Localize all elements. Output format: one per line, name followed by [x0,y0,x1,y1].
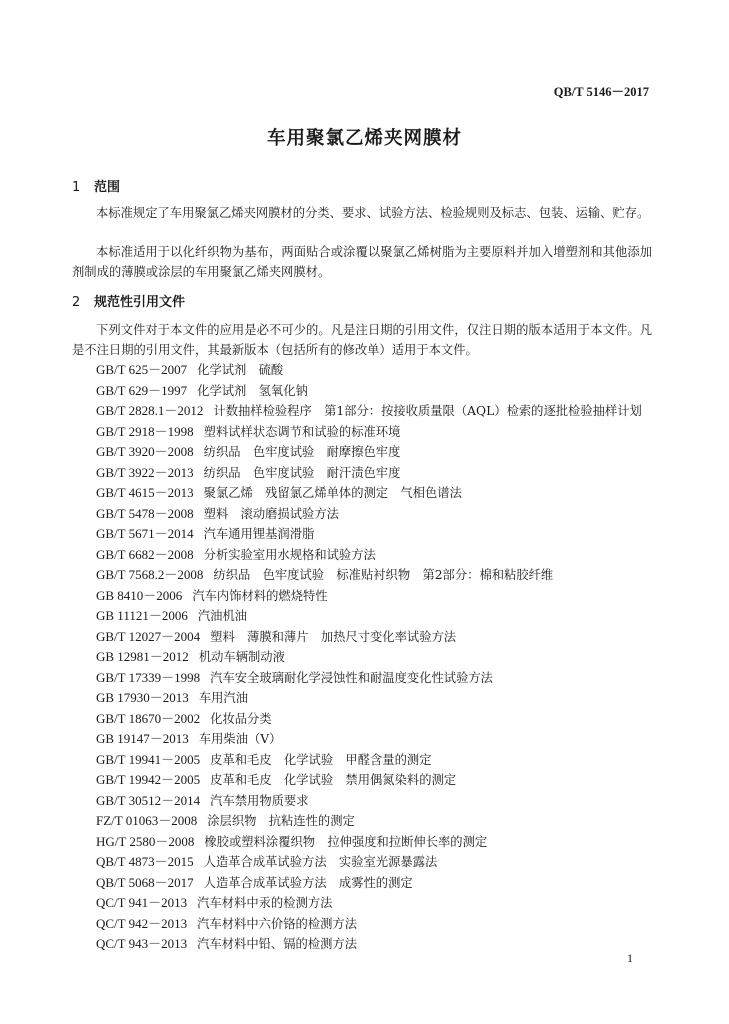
reference-title: 车用汽油 [198,691,249,705]
reference-item [72,524,662,545]
reference-code: GB/T 3920－2008 [96,444,194,459]
reference-title: 汽车通用锂基润滑脂 [203,527,315,541]
reference-item [72,627,662,648]
reference-title: 汽车禁用物质要求 [210,793,309,808]
reference-item [72,606,662,627]
reference-item [72,729,662,750]
reference-code: GB/T 5478－2008 [96,505,194,521]
reference-code: GB/T 625－2007 [96,362,188,377]
reference-code: GB 8410－2006 [96,587,183,603]
reference-title: 分析实验室用水规格和试验方法 [203,547,376,562]
reference-item [72,893,662,914]
reference-code: GB/T 5671－2014 [96,526,194,541]
reference-code: QB/T 4873－2015 [96,854,194,869]
reference-title: 涂层织物 抗粘连性的测定 [207,814,355,828]
reference-code: GB 12981－2012 [96,649,189,664]
reference-item [72,914,662,935]
reference-code: HG/T 2580－2008 [96,833,195,849]
reference-title: 橡胶或塑料涂覆织物 拉伸强度和拉断伸长率的测定 [204,834,488,849]
reference-code: FZ/T 01063－2008 [96,813,198,828]
reference-code: GB/T 17339－1998 [96,669,201,685]
reference-title: 化妆品分类 [210,711,272,726]
reference-list [72,360,662,955]
reference-title: 化学试剂 硫酸 [197,363,284,377]
scope-paragraph-2: 本标准适用于以化纤织物为基布，两面贴合或涂覆以聚氯乙烯树脂为主要原料并加入增塑剂和其他添加剂制成的薄膜或涂层的车用聚氯乙烯夹网膜材。 [72,245,652,279]
standard-number: QB/T 5146－2017 [553,85,649,99]
reference-code: GB/T 2918－1998 [96,423,194,439]
reference-title: 计数抽样检验程序 第1部分：按接收质量限（AQL）检索的逐批检验抽样计划 [213,404,642,418]
reference-title: 汽车内饰材料的燃烧特性 [192,588,328,603]
reference-title: 汽油机油 [197,609,248,623]
reference-item [72,668,662,689]
reference-item [72,483,662,504]
section-2-heading [72,291,185,310]
reference-item [72,852,662,873]
reference-item [72,422,662,443]
reference-item [72,463,662,484]
reference-code: GB 17930－2013 [96,690,189,705]
reference-item [72,750,662,771]
reference-item [72,381,662,402]
reference-code: QC/T 943－2013 [96,936,188,951]
reference-item [72,586,662,607]
reference-code: GB/T 19941－2005 [96,751,201,767]
document-title: 车用聚氯乙烯夹网膜材 [266,128,462,149]
reference-item [72,647,662,668]
reference-item [72,832,662,853]
reference-title: 纺织品 色牢度试验 耐汗渍色牢度 [203,465,401,480]
reference-code: GB/T 4615－2013 [96,485,194,500]
reference-title: 塑料 滚动磨损试验方法 [203,506,339,521]
reference-title: 纺织品 色牢度试验 标准贴衬织物 第2部分：棉和粘胶纤维 [213,568,554,582]
reference-code: QB/T 5068－2017 [96,874,194,890]
reference-item [72,811,662,832]
reference-item [72,442,662,463]
reference-code: QC/T 942－2013 [96,915,188,931]
reference-title: 聚氯乙烯 残留氯乙烯单体的测定 气相色谱法 [203,486,462,500]
reference-code: GB/T 18670－2002 [96,710,201,726]
reference-code: GB/T 3922－2013 [96,464,194,480]
reference-item [72,873,662,894]
reference-code: GB/T 2828.1－2012 [96,403,204,418]
reference-code: QC/T 941－2013 [96,895,188,910]
reference-code: GB 11121－2006 [96,608,188,623]
reference-title: 人造革合成革试验方法 成雾性的测定 [203,875,413,890]
reference-code: GB/T 629－1997 [96,382,188,398]
section-title: 范围 [94,180,121,195]
scope-paragraph-1: 本标准规定了车用聚氯乙烯夹网膜材的分类、要求、试验方法、检验规则及标志、包装、运输、贮存。 [96,206,650,220]
reference-item [72,504,662,525]
reference-code: GB/T 6682－2008 [96,546,194,562]
reference-code: GB 19147－2013 [96,731,189,746]
reference-item [72,770,662,791]
reference-code: GB/T 19942－2005 [96,772,201,787]
reference-item [72,401,662,422]
references-intro: 下列文件对于本文件的应用是必不可少的。凡是注日期的引用文件，仅注日期的版本适用于本文件。凡是不注日期的引用文件，其最新版本（包括所有的修改单）适用于本文件。 [72,323,652,357]
section-1-heading [72,176,120,195]
reference-title: 皮革和毛皮 化学试验 甲醛含量的测定 [210,752,432,767]
reference-item [72,791,662,812]
page-number: 1 [627,951,633,965]
reference-title: 车用柴油（V） [198,732,282,746]
section-number: 2 [72,295,81,310]
reference-item [72,545,662,566]
reference-item [72,688,662,709]
reference-title: 汽车材料中铅、镉的检测方法 [197,937,358,951]
reference-item [72,709,662,730]
reference-title: 塑料 薄膜和薄片 加热尺寸变化率试验方法 [210,629,457,644]
reference-code: GB/T 30512－2014 [96,792,201,808]
reference-title: 化学试剂 氢氧化钠 [197,383,308,398]
reference-title: 机动车辆制动液 [198,650,285,664]
reference-title: 皮革和毛皮 化学试验 禁用偶氮染料的测定 [210,773,457,787]
reference-item [72,565,662,586]
reference-title: 汽车材料中汞的检测方法 [197,896,333,910]
reference-item [72,934,662,955]
reference-title: 汽车材料中六价铬的检测方法 [197,916,358,931]
reference-title: 汽车安全玻璃耐化学浸蚀性和耐温度变化性试验方法 [210,670,493,685]
reference-title: 塑料试样状态调节和试验的标准环境 [203,424,401,439]
reference-title: 人造革合成革试验方法 实验室光源暴露法 [203,855,438,869]
reference-code: GB/T 7568.2－2008 [96,567,204,582]
section-number: 1 [72,180,81,195]
reference-title: 纺织品 色牢度试验 耐摩擦色牢度 [203,445,401,459]
section-title: 规范性引用文件 [94,295,186,310]
reference-item [72,360,662,381]
reference-code: GB/T 12027－2004 [96,628,201,644]
